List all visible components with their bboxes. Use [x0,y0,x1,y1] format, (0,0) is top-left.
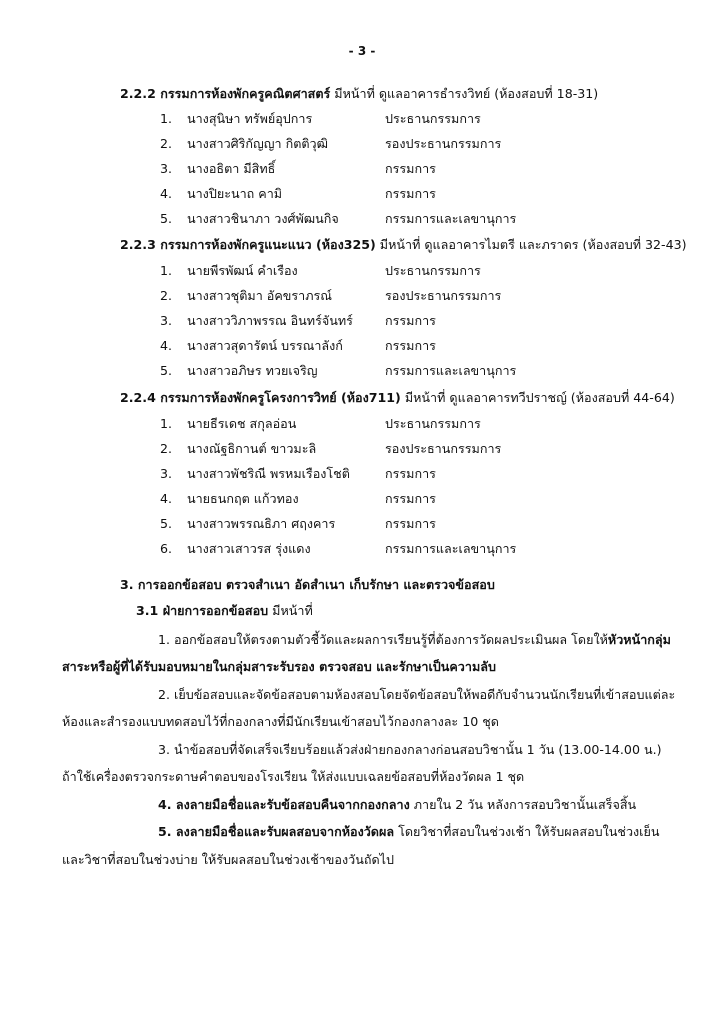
member-role: กรรมการ [385,516,436,531]
member-role: กรรมการ [385,186,436,201]
page-number: - 3 - [348,44,376,58]
section-3-heading: 3. การออกข้อสอบ ตรวจสำเนา อัดสำเนา เก็บรักษา และตรวจข้อสอบ [120,577,495,592]
member-name: นางณัฐธิกานต์ ขาวมะลิ [187,441,317,456]
member-number: 5. [159,363,172,378]
item-1-text: 1. ออกข้อสอบให้ตรงตามตัวชี้วัดและผลการเรียนรู้ที่ต้องการวัดผลประเมินผล โดยให้ [158,632,608,647]
committee-duty: มีหน้าที่ ดูแลอาคารธำรงวิทย์ (ห้องสอบที่ 18-31) [330,86,599,101]
member-role: กรรมการ [385,313,436,328]
member-role: กรรมการและเลขานุการ [385,363,517,378]
member-name: นางสาวศิริกัญญา กิตติวุฒิ [187,136,329,151]
item-5-emphasis: 5. ลงลายมือชื่อและรับผลสอบจากห้องวัดผล [158,824,395,839]
committee-title: 2.2.2 กรรมการห้องพักครูคณิตศาสตร์ [120,86,331,101]
item-5-text: โดยวิชาที่สอบในช่วงเช้า ให้รับผลสอบในช่วงเย็น [394,824,660,839]
section-3-1-heading [136,602,313,620]
item-1-line-2: สาระหรือผู้ที่ได้รับมอบหมายในกลุ่มสาระรับรอง ตรวจสอบ และรักษาเป็นความลับ [62,659,496,674]
member-role: รองประธานกรรมการ [385,288,502,303]
member-role: กรรมการ [385,338,436,353]
member-number: 3. [159,313,172,328]
item-3-line-2: ถ้าใช้เครื่องตรวจกระดาษคำตอบของโรงเรียน ให้ส่งแบบเฉลยข้อสอบที่ห้องวัดผล 1 ชุด [62,769,525,784]
member-name: นางสาวพัชริณี พรหมเรืองโชติ [187,466,350,481]
committee-title: 2.2.4 กรรมการห้องพักครูโครงการวิทย์ (ห้อง711) [120,390,401,405]
member-number: 4. [159,186,172,201]
member-number: 1. [159,416,172,431]
member-name: นางสาวเสาวรส รุ่งแดง [187,541,311,556]
member-name: นางปิยะนาถ คามิ [187,186,283,201]
member-role: รองประธานกรรมการ [385,136,502,151]
member-number: 3. [159,161,172,176]
member-name: นายธีรเดช สกุลอ่อน [187,416,297,431]
item-4-line [158,796,636,814]
member-role: ประธานกรรมการ [385,263,481,278]
member-name: นางสาวชุติมา อัคขราภรณ์ [187,288,332,303]
item-5-line-2: และวิชาที่สอบในช่วงบ่าย ให้รับผลสอบในช่วงเช้าของวันถัดไป [62,852,394,867]
member-number: 4. [159,338,172,353]
member-name: นางสาวสุดารัตน์ บรรณาลังก์ [187,338,343,353]
member-role: ประธานกรรมการ [385,416,481,431]
member-role: ประธานกรรมการ [385,111,481,126]
item-5-line-1 [158,823,659,841]
member-role: กรรมการและเลขานุการ [385,211,517,226]
member-number: 5. [159,516,172,531]
member-name: นางสาวพรรณธิภา ศฤงคาร [187,516,336,531]
member-number: 6. [159,541,172,556]
member-role: กรรมการ [385,161,436,176]
member-name: นายพีรพัฒน์ คำเรือง [187,263,298,278]
member-number: 1. [159,111,172,126]
subsection-duty: มีหน้าที่ [268,603,313,618]
item-4-emphasis: 4. ลงลายมือชื่อและรับข้อสอบคืนจากกองกลาง [158,797,410,812]
member-number: 2. [159,136,172,151]
item-3-line-1: 3. นำข้อสอบที่จัดเสร็จเรียบร้อยแล้วส่งฝ่ายกองกลางก่อนสอบวิชานั้น 1 วัน (13.00-14.00 น.) [158,742,662,757]
committee-title: 2.2.3 กรรมการห้องพักครูแนะแนว (ห้อง325) [120,237,376,252]
item-1-line-1 [158,631,671,649]
member-name: นางสุนิษา ทรัพย์อุปการ [187,111,313,126]
member-name: นายธนกฤต แก้วทอง [187,491,299,506]
committee-duty: มีหน้าที่ ดูแลอาคารไมตรี และภราดร (ห้องสอบที่ 32-43) [375,237,687,252]
member-name: นางสาวชินาภา วงศ์พัฒนกิจ [187,211,339,226]
member-name: นางอธิตา มีสิทธิ์ [187,161,276,176]
member-number: 2. [159,441,172,456]
member-number: 2. [159,288,172,303]
member-role: กรรมการ [385,466,436,481]
item-2-line-1: 2. เย็บข้อสอบและจัดข้อสอบตามห้องสอบโดยจัดข้อสอบให้พอดีกับจำนวนนักเรียนที่เข้าสอบแต่ละ [158,687,676,702]
member-role: กรรมการ [385,491,436,506]
item-2-line-2: ห้องและสำรองแบบทดสอบไว้ที่กองกลางที่มีนักเรียนเข้าสอบไว้กองกลางละ 10 ชุด [62,714,499,729]
item-4-text: ภายใน 2 วัน หลังการสอบวิชานั้นเสร็จสิ้น [409,797,637,812]
member-role: กรรมการและเลขานุการ [385,541,517,556]
member-number: 3. [159,466,172,481]
member-number: 1. [159,263,172,278]
member-name: นางสาวอภิษร ทวยเจริญ [187,363,318,378]
member-number: 5. [159,211,172,226]
member-role: รองประธานกรรมการ [385,441,502,456]
committee-heading-2-2-3 [120,236,687,254]
member-number: 4. [159,491,172,506]
committee-heading-2-2-2 [120,85,598,103]
subsection-title: 3.1 ฝ่ายการออกข้อสอบ [136,603,269,618]
item-1-emphasis: หัวหน้ากลุ่ม [607,632,671,647]
committee-heading-2-2-4 [120,389,675,407]
committee-duty: มีหน้าที่ ดูแลอาคารทวีปราชญ์ (ห้องสอบที่ 44-64) [400,390,675,405]
member-name: นางสาววิภาพรรณ อินทร์จันทร์ [187,313,353,328]
